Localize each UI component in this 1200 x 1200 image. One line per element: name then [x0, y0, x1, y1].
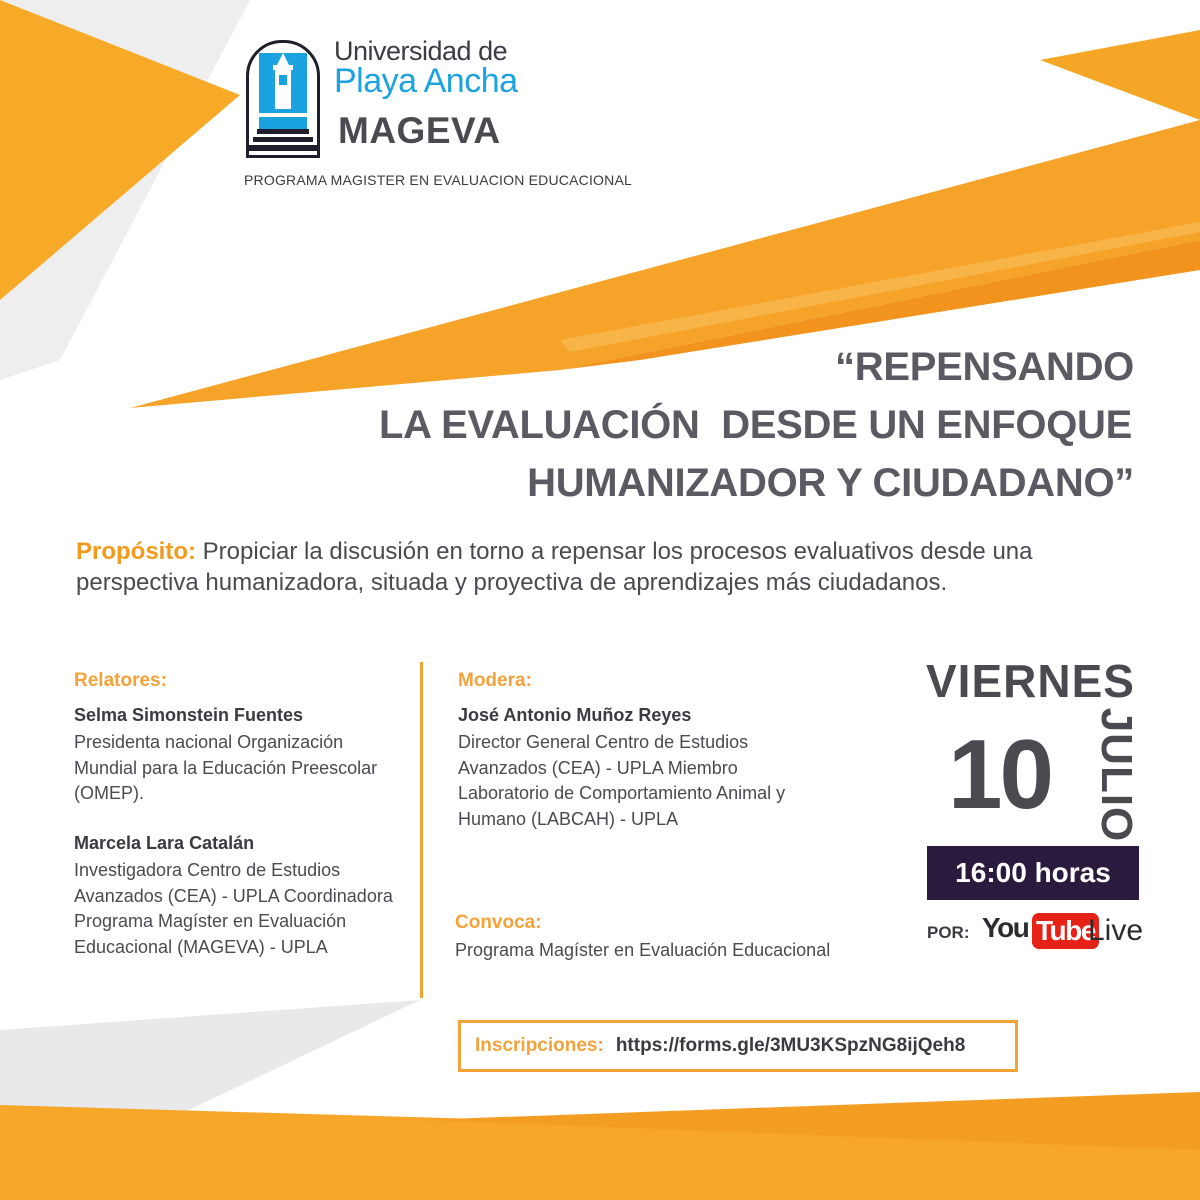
- platform-via-label: POR:: [927, 923, 970, 942]
- moderator-description: Director General Centro de Estudios Avanzados (CEA) - UPLA Miembro Laboratorio de Comportamiento Animal y Humano (LABCAH) - UPLA: [458, 732, 786, 829]
- convoca-text: Programa Magíster en Evaluación Educacional: [455, 940, 831, 960]
- registration-label: Inscripciones:: [475, 1035, 604, 1056]
- youtube-live-text: Live: [1088, 914, 1144, 947]
- purpose-paragraph: [76, 536, 1156, 598]
- event-title-line1: “REPENSANDO: [835, 345, 1134, 389]
- speakers-label: Relatores:: [74, 670, 167, 691]
- university-logo: [246, 40, 320, 158]
- event-weekday: VIERNES: [926, 655, 1135, 707]
- event-month-text: JULIO: [1092, 707, 1141, 843]
- event-title-line3: HUMANIZADOR Y CIUDADANO”: [527, 461, 1134, 505]
- speaker-name: Selma Simonstein Fuentes: [74, 705, 304, 725]
- speaker-description: Investigadora Centro de Estudios Avanzados (CEA) - UPLA Coordinadora Programa Magíster en Evaluación Educacional (MAGEVA) - UPLA: [74, 860, 393, 957]
- program-acronym: MAGEVA: [338, 110, 501, 151]
- registration-link[interactable]: https://forms.gle/3MU3KSpzNG8ijQeh8: [615, 1035, 966, 1056]
- purpose-label: Propósito:: [76, 538, 196, 565]
- convoca-label: Convoca:: [455, 912, 542, 933]
- youtube-logo-icon: Tube: [1032, 913, 1099, 949]
- registration-box: [458, 1020, 1018, 1072]
- lighthouse-icon: [249, 43, 317, 155]
- program-full-name: PROGRAMA MAGISTER EN EVALUACION EDUCACIONAL: [244, 172, 632, 188]
- youtube-logo-you: You: [982, 912, 1029, 943]
- moderator-label: Modera:: [458, 670, 532, 691]
- speaker-description: Presidenta nacional Organización Mundial para la Educación Preescolar (OMEP).: [74, 732, 378, 803]
- moderator-name: José Antonio Muñoz Reyes: [458, 705, 692, 725]
- purpose-text: Propiciar la discusión en torno a repensar los procesos evaluativos desde una perspectiva humanizadora, situada y proyectiva de aprendizajes más ciudadanos.: [76, 538, 1033, 596]
- speaker-name: Marcela Lara Catalán: [74, 833, 255, 853]
- column-divider: [420, 662, 423, 998]
- university-name-line2: Playa Ancha: [334, 62, 518, 100]
- event-title-line2: LA EVALUACIÓN DESDE UN ENFOQUE: [379, 403, 1132, 447]
- event-month: [1090, 706, 1142, 844]
- event-day: 10: [948, 719, 1052, 829]
- event-time-badge: 16:00 horas: [927, 846, 1139, 900]
- university-name-line1: Universidad de: [334, 36, 508, 66]
